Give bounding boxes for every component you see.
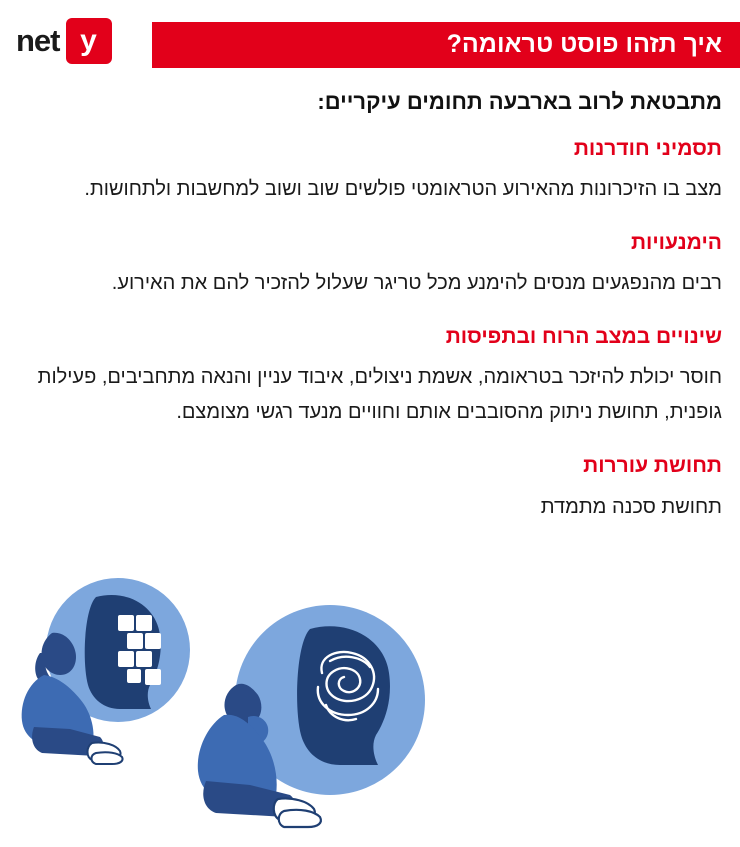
- section-body-3: חוסר יכולת להיזכר בטראומה, אשמת ניצולים, איבוד עניין והנאה מתחביבים, פעילות גופנית, תחושת ניתוק מהסובבים אותם וחוויים מנעד רגשי מצומצם.: [37, 366, 722, 424]
- intro-subtitle: מתבטאת לרוב בארבעה תחומים עיקריים:: [317, 89, 722, 114]
- right-seated-person: [198, 684, 321, 827]
- section-heading-3: שינויים במצב הרוח ובתפיסות: [445, 325, 722, 349]
- content-area: [0, 78, 740, 525]
- right-circle-shape: [235, 605, 425, 795]
- section-heading-4: תחושת עוררות: [583, 454, 722, 478]
- ynet-logo[interactable]: [16, 18, 112, 64]
- section-body-2: רבים מהנפגעים מנסים להימנע מכל טריגר שעלול להזכיר להם את האירוע.: [111, 272, 722, 295]
- section-body-1: מצב בו הזיכרונות מהאירוע הטראומטי פולשים שוב ושוב למחשבות ולתחושות.: [84, 177, 722, 200]
- right-head-silhouette: [297, 626, 390, 765]
- section-heading-2: הימנעויות: [630, 230, 722, 254]
- section-heading-1: תסמיני חודרנות: [573, 136, 722, 160]
- logo-badge-icon: [66, 18, 112, 64]
- logo-letter: y: [80, 24, 97, 57]
- left-head-silhouette: [85, 595, 161, 709]
- left-seated-person: [22, 633, 123, 764]
- illustration: [0, 557, 470, 847]
- left-circle-shape: [46, 578, 190, 722]
- section-body-4: תחושת סכנה מתמדת: [540, 495, 722, 518]
- page-title: איך תזהו פוסט טראומה?: [446, 30, 722, 58]
- logo-text: net: [16, 23, 60, 58]
- page-header: [0, 0, 740, 78]
- title-banner: [152, 22, 740, 68]
